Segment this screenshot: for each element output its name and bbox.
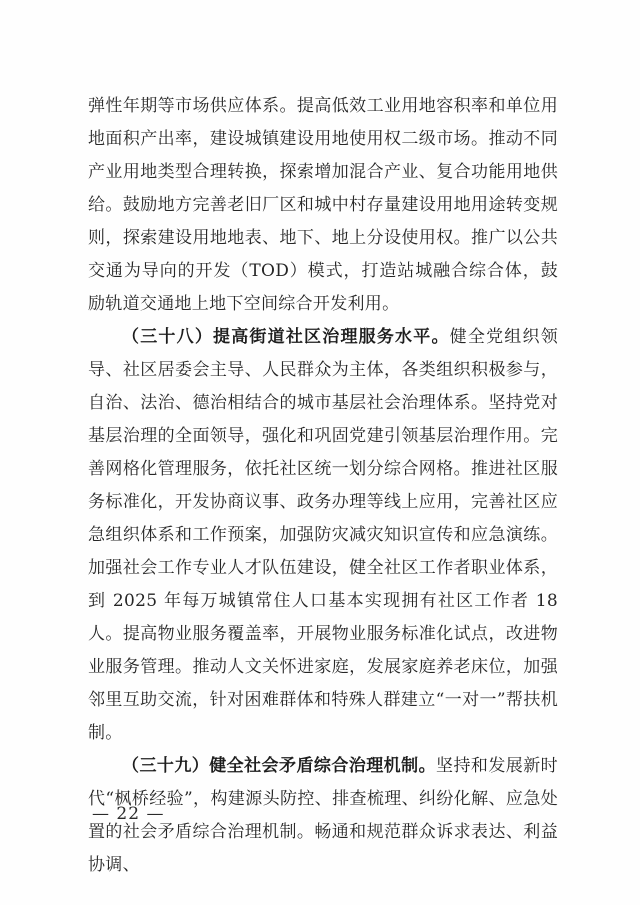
body-paragraph [88, 90, 558, 321]
body-paragraph [88, 321, 558, 750]
paragraph-text: 弹性年期等市场供应体系。提高低效工业用地容积率和单位用地面积产出率，建设城镇建设用地使用权二级市场。推动不同产业用地类型合理转换，探索增加混合产业、复合功能用地供给。鼓励地方完善老旧厂区和城中村存量建设用地用途转变规则，探索建设用地地表、地下、地上分设使用权。推广以公共交通为导向的开发（TOD）模式，打造站城融合综合体，鼓励轨道交通地上地下空间综合开发利用。 [88, 96, 558, 314]
paragraph-text: 坚持和发展新时代“枫桥经验”，构建源头防控、排查梳理、纠纷化解、应急处置的社会矛盾综合治理机制。畅通和规范群众诉求表达、利益协调、 [88, 756, 558, 875]
section-heading: （三十八）提高街道社区治理服务水平。 [122, 327, 450, 347]
paragraph-text: 健全党组织领导、社区居委会主导、人民群众为主体，各类组织积极参与，自治、法治、德治相结合的城市基层社会治理体系。坚持党对基层治理的全面领导，强化和巩固党建引领基层治理作用。完善网格化管理服务，依托社区统一划分综合网格。推进社区服务标准化，开发协商议事、政务办理等线上应用，完善社区应急组织体系和工作预案，加强防灾减灾知识宣传和应急演练。加强社会工作专业人才队伍建设，健全社区工作者职业体系，到 2025 年每万城镇常住人口基本实现拥有社区工作者 18 人。提高物业服务覆盖率，开展物业服务标准化试点，改进物业服务管理。推动人文关怀进家庭，发展家庭养老床位，加强邻里互助交流，针对困难群体和特殊人群建立“一对一”帮扶机制。 [88, 327, 558, 743]
document-body [88, 90, 558, 882]
page-number: — 22 — [92, 804, 165, 824]
section-heading: （三十九）健全社会矛盾综合治理机制。 [122, 756, 437, 776]
